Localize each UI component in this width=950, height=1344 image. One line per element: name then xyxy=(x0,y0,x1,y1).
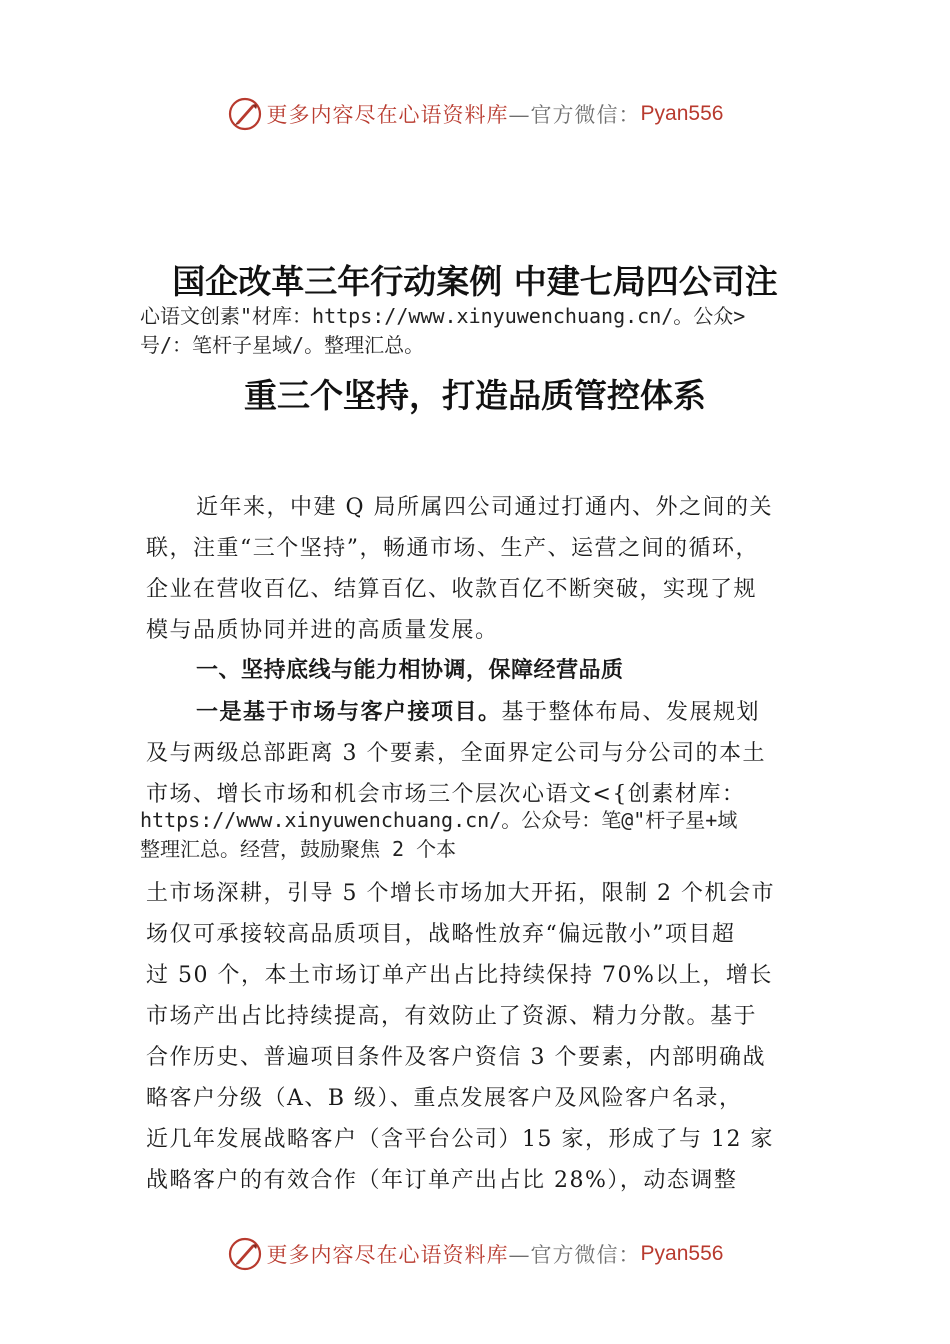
point-1-first-rest: 基于整体布局、发展规划 xyxy=(501,700,761,725)
watermark-dash-text: —官方微信： xyxy=(508,1243,641,1267)
intro-paragraph-line: 联，注重“三个坚持”，畅通市场、生产、运营之间的循环， xyxy=(146,536,759,561)
watermark-banner-top xyxy=(0,92,950,136)
watermark-wechat-id: Pyan556 xyxy=(640,102,724,125)
inserted-note-1 xyxy=(140,302,852,360)
inserted-note-2 xyxy=(140,806,852,864)
point-1-line: 市场产出占比持续提高，有效防止了资源、精力分散。基于 xyxy=(146,1004,758,1029)
inserted-note-2-line: https://www.xinyuwenchuang.cn/。公众号：笔@"杆子星+域 xyxy=(140,808,738,832)
point-1-line: 过 50 个，本土市场订单产出占比持续保持 70%以上，增长 xyxy=(146,963,773,988)
point-1-first-line xyxy=(196,695,806,726)
point-1-line: 土市场深耕，引导 5 个增长市场加大开拓，限制 2 个机会市 xyxy=(146,881,775,906)
quill-pen-logo-icon xyxy=(227,1236,263,1272)
point-1-line: 市场、增长市场和机会市场三个层次心语文<{创素材库： xyxy=(146,782,746,807)
watermark-banner-bottom xyxy=(0,1232,950,1276)
document-title-line2: 重三个坚持，打造品质管控体系 xyxy=(244,376,706,415)
watermark-wechat-id: Pyan556 xyxy=(640,1242,724,1265)
point-1-line: 及与两级总部距离 3 个要素，全面界定公司与分公司的本土 xyxy=(146,741,766,766)
point-1-line: 合作历史、普遍项目条件及客户资信 3 个要素，内部明确战 xyxy=(146,1045,766,1070)
intro-paragraph-line: 企业在营收百亿、结算百亿、收款百亿不断突破，实现了规 xyxy=(146,577,758,602)
point-1-line: 略客户分级（A、B 级）、重点发展客户及风险客户名录， xyxy=(146,1086,743,1111)
intro-paragraph-line: 近年来，中建 Q 局所属四公司通过打通内、外之间的关 xyxy=(196,495,774,520)
intro-paragraph-line: 模与品质协同并进的高质量发展。 xyxy=(146,618,499,643)
inserted-note-1-line: 心语文创素"材库：https://www.xinyuwenchuang.cn/。公众> xyxy=(140,304,746,328)
inserted-note-1-line: 号/：笔杆子星域/。整理汇总。 xyxy=(140,333,425,357)
inserted-note-2-line: 整理汇总。经营，鼓励聚焦 2 个本 xyxy=(140,837,457,861)
quill-pen-logo-icon xyxy=(227,96,263,132)
point-1-lead: 一是基于市场与客户接项目。 xyxy=(196,699,502,725)
point-1-line: 近几年发展战略客户（含平台公司）15 家，形成了与 12 家 xyxy=(146,1127,774,1152)
point-1-line: 战略客户的有效合作（年订单产出占比 28%），动态调整 xyxy=(146,1168,738,1193)
section-1-heading: 一、坚持底线与能力相协调，保障经营品质 xyxy=(196,658,624,683)
watermark-main-text: 更多内容尽在心语资料库 xyxy=(266,1243,509,1267)
document-title-line1: 国企改革三年行动案例 中建七局四公司注 xyxy=(172,262,778,301)
watermark-dash-text: —官方微信： xyxy=(508,103,641,127)
watermark-main-text: 更多内容尽在心语资料库 xyxy=(266,103,509,127)
point-1-line: 场仅可承接较高品质项目，战略性放弃“偏远散小”项目超 xyxy=(146,922,736,947)
